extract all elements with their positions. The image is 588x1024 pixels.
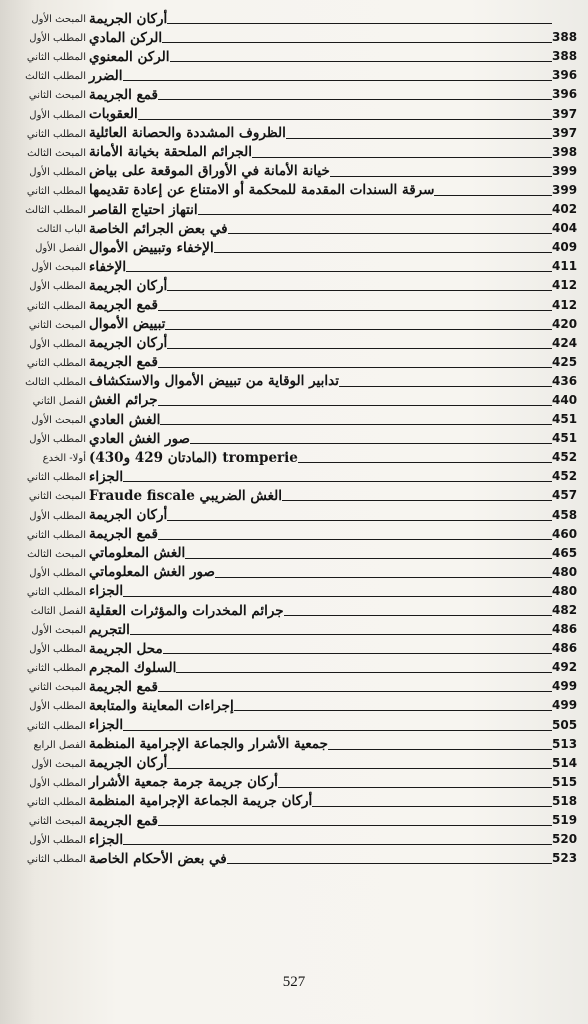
toc-entry bbox=[26, 103, 582, 122]
toc-entry-title: قمع الجريمة bbox=[89, 526, 158, 543]
toc-entry bbox=[26, 180, 582, 199]
toc-entry-page-number: 452 bbox=[552, 450, 578, 465]
toc-entry-title: أركان الجريمة bbox=[89, 277, 168, 294]
toc-entry-title: العقوبات bbox=[89, 106, 138, 123]
toc-entry-title: الإخفاء وتبييض الأموال bbox=[89, 239, 214, 256]
toc-entry-section-label: المبحث الأول bbox=[31, 625, 86, 637]
toc-entry bbox=[26, 161, 582, 180]
toc-leader-line bbox=[123, 596, 552, 597]
toc-entry bbox=[26, 657, 582, 676]
toc-entry-section-label: المبحث الثالث bbox=[27, 548, 86, 560]
toc-leader-line bbox=[185, 558, 552, 559]
toc-entry-page-number: 458 bbox=[552, 507, 578, 522]
toc-entry-section-label: المطلب الثاني bbox=[26, 796, 86, 808]
toc-entry-section-label: المطلب الثاني bbox=[26, 300, 86, 312]
toc-leader-line bbox=[163, 653, 552, 654]
toc-leader-line bbox=[162, 42, 552, 43]
toc-entry-title: الضرر bbox=[89, 67, 123, 84]
toc-entry-section-label: المبحث الأول bbox=[31, 758, 86, 770]
toc-entry-title: الجزاء bbox=[89, 468, 124, 485]
toc-entry-page-number: 399 bbox=[552, 163, 578, 178]
toc-entry-page-number: 465 bbox=[552, 545, 578, 560]
toc-entry-title: الجزاء bbox=[89, 583, 124, 600]
toc-entry-title: جمعية الأشرار والجماعة الإجرامية المنظمة bbox=[89, 736, 328, 753]
toc-entry-page-number: 396 bbox=[552, 87, 578, 102]
toc-entry-page-number: 404 bbox=[552, 221, 578, 236]
toc-entry-page-number: 452 bbox=[552, 469, 578, 484]
toc-entry-title: أركان جريمة جرمة جمعية الأشرار bbox=[89, 774, 278, 791]
toc-entry-page-number: 482 bbox=[552, 603, 578, 617]
toc-entry-title: الركن المادي bbox=[89, 29, 163, 46]
toc-entry-title: قمع الجريمة bbox=[89, 297, 158, 313]
toc-entry-page-number: 518 bbox=[552, 793, 578, 808]
toc-entry-page-number: 499 bbox=[552, 698, 578, 713]
toc-entry-page-number: 519 bbox=[552, 813, 578, 828]
toc-entry-title: انتهاز احتياج القاصر bbox=[89, 201, 198, 218]
toc-entry-title: أركان الجريمة bbox=[89, 507, 168, 524]
toc-entry-page-number: 451 bbox=[552, 431, 578, 446]
toc-entry-section-label: المطلب الأول bbox=[29, 510, 86, 522]
toc-entry-title: الركن المعنوي bbox=[89, 48, 170, 65]
toc-entry-page-number: 412 bbox=[552, 278, 578, 293]
toc-entry bbox=[26, 27, 582, 46]
toc-entry-title: أركان الجريمة bbox=[89, 335, 168, 352]
toc-entry-section-label: المطلب الثاني bbox=[26, 854, 86, 866]
toc-entry-section-label: المطلب الأول bbox=[29, 567, 86, 579]
toc-entry-section-label: المطلب الثاني bbox=[26, 52, 86, 64]
toc-leader-line bbox=[158, 99, 552, 100]
toc-entry-title: التجريم bbox=[89, 621, 130, 638]
toc-entry-title: إجراءات المعاينة والمتابعة bbox=[89, 697, 234, 714]
toc-entry-section-label: المطلب الثاني bbox=[26, 128, 86, 140]
toc-entry-page-number: 399 bbox=[552, 182, 578, 197]
toc-leader-line bbox=[214, 252, 552, 253]
toc-entry-page-number: 397 bbox=[552, 125, 578, 140]
toc-leader-line bbox=[328, 749, 552, 750]
toc-entry-title: الجزاء bbox=[89, 717, 124, 734]
toc-entry-section-label: المطلب الثاني bbox=[26, 586, 86, 598]
toc-entry bbox=[26, 619, 582, 638]
toc-leader-line bbox=[298, 462, 552, 463]
toc-leader-line bbox=[165, 329, 552, 330]
toc-entry-section-label: المطلب الأول bbox=[29, 166, 86, 178]
toc-entry bbox=[26, 638, 582, 657]
toc-entry bbox=[26, 84, 582, 103]
toc-entry-section-label: الفصل الثالث bbox=[30, 606, 86, 617]
toc-leader-line bbox=[123, 80, 552, 81]
toc-entry bbox=[26, 256, 582, 275]
toc-entry bbox=[26, 504, 582, 523]
toc-entry-page-number: 420 bbox=[552, 316, 578, 331]
toc-entry-section-label: المطلب الأول bbox=[29, 777, 86, 789]
toc-entry-section-label: المطلب الثاني bbox=[26, 357, 86, 369]
toc-entry-section-label: الفصل الأول bbox=[35, 243, 86, 255]
toc-entry-section-label: المطلب الثاني bbox=[26, 472, 86, 484]
toc-entry bbox=[26, 294, 582, 313]
toc-entry-section-label: الفصل الرابع bbox=[33, 739, 86, 751]
toc-leader-line bbox=[339, 386, 552, 387]
toc-leader-line bbox=[167, 23, 552, 24]
toc-entry-page-number: 492 bbox=[552, 660, 578, 675]
toc-entry bbox=[26, 829, 582, 848]
toc-leader-line bbox=[167, 520, 552, 521]
toc-entry bbox=[26, 8, 582, 27]
toc-entry bbox=[26, 848, 582, 867]
toc-entry-page-number: 480 bbox=[552, 564, 578, 579]
toc-entry-page-number: 397 bbox=[552, 106, 578, 121]
toc-entry-section-label: المبحث الثاني bbox=[28, 682, 86, 694]
toc-entry bbox=[26, 734, 582, 753]
toc-leader-line bbox=[190, 443, 552, 444]
page-number: 527 bbox=[282, 974, 306, 990]
toc-entry-title: محل الجريمة bbox=[89, 640, 163, 657]
toc-entry-section-label: المبحث الثاني bbox=[28, 491, 86, 503]
toc-leader-line bbox=[234, 710, 552, 711]
toc-leader-line bbox=[158, 825, 552, 826]
toc-entry-section-label: المبحث الثالث bbox=[27, 147, 86, 159]
toc-entry-page-number: 436 bbox=[552, 373, 578, 388]
toc-entry bbox=[26, 485, 582, 504]
toc-entry-title: tromperie (المادتان 429 و430) bbox=[89, 449, 298, 466]
toc-entry-title: تدابير الوقاية من تبييض الأموال والاستكشاف bbox=[89, 373, 339, 390]
toc-leader-line bbox=[252, 157, 552, 158]
toc-entry bbox=[26, 447, 582, 466]
toc-entry bbox=[26, 524, 582, 543]
toc-entry bbox=[26, 791, 582, 810]
toc-leader-line bbox=[167, 348, 552, 349]
toc-entry bbox=[26, 466, 582, 485]
toc-entry bbox=[26, 371, 582, 390]
toc-entry bbox=[26, 237, 582, 256]
toc-entry-section-label: المبحث الثاني bbox=[28, 319, 86, 331]
table-of-contents bbox=[26, 8, 582, 867]
toc-entry-title: سرقة السندات المقدمة للمحكمة أو الامتناع عن إعادة تقديمها bbox=[89, 182, 435, 199]
toc-entry bbox=[26, 543, 582, 562]
toc-entry-page-number: 451 bbox=[552, 412, 578, 427]
toc-entry-page-number: 486 bbox=[552, 622, 578, 637]
toc-entry-page-number: 398 bbox=[552, 144, 578, 159]
toc-entry bbox=[26, 275, 582, 294]
toc-entry-page-number: 424 bbox=[552, 335, 578, 350]
toc-entry bbox=[26, 428, 582, 447]
toc-leader-line bbox=[123, 730, 552, 731]
toc-leader-line bbox=[278, 787, 552, 788]
toc-entry-title: الإخفاء bbox=[89, 258, 127, 275]
toc-leader-line bbox=[126, 271, 552, 272]
toc-entry-section-label: المطلب الثاني bbox=[26, 529, 86, 541]
toc-entry-title: خيانة الأمانة في الأوراق الموقعة على بياض bbox=[89, 163, 330, 180]
toc-entry bbox=[26, 46, 582, 65]
toc-entry-title: صور الغش العادي bbox=[89, 430, 191, 447]
toc-entry-section-label: أولا- الخدع bbox=[42, 453, 86, 465]
toc-entry-section-label: المبحث الثاني bbox=[28, 90, 86, 102]
toc-entry-page-number: 457 bbox=[552, 488, 578, 503]
toc-leader-line bbox=[123, 481, 552, 482]
toc-leader-line bbox=[123, 844, 552, 845]
toc-entry bbox=[26, 562, 582, 581]
toc-entry bbox=[26, 352, 582, 371]
toc-entry-section-label: المطلب الثالث bbox=[25, 376, 86, 388]
toc-entry bbox=[26, 142, 582, 161]
toc-leader-line bbox=[138, 119, 552, 120]
toc-entry-title: الظروف المشددة والحصانة العائلية bbox=[89, 125, 286, 142]
toc-entry bbox=[26, 676, 582, 695]
toc-entry-page-number: 425 bbox=[552, 354, 578, 369]
toc-entry-title: السلوك المجرم bbox=[89, 659, 177, 676]
toc-entry-title: تبييض الأموال bbox=[89, 316, 166, 333]
toc-leader-line bbox=[227, 863, 552, 864]
toc-leader-line bbox=[282, 500, 552, 501]
toc-leader-line bbox=[160, 424, 552, 425]
toc-entry-page-number: 515 bbox=[552, 774, 578, 789]
toc-entry bbox=[26, 695, 582, 714]
toc-entry-section-label: المطلب الأول bbox=[29, 338, 86, 350]
toc-entry bbox=[26, 390, 582, 409]
toc-entry bbox=[26, 581, 582, 600]
toc-entry-section-label: المبحث الأول bbox=[31, 14, 86, 26]
toc-leader-line bbox=[198, 214, 552, 215]
toc-entry bbox=[26, 714, 582, 733]
toc-entry-title: الجزاء bbox=[89, 831, 124, 848]
toc-leader-line bbox=[215, 577, 552, 578]
toc-leader-line bbox=[158, 691, 552, 692]
toc-entry-section-label: المطلب الأول bbox=[29, 835, 86, 847]
toc-entry-section-label: المطلب الثاني bbox=[26, 720, 86, 732]
toc-entry-title: أركان الجريمة bbox=[89, 10, 168, 27]
toc-entry-section-label: المبحث الأول bbox=[31, 262, 86, 274]
toc-entry-section-label: المطلب الثالث bbox=[25, 71, 86, 83]
toc-entry bbox=[26, 333, 582, 352]
toc-entry-section-label: الفصل الثاني bbox=[32, 395, 86, 407]
toc-entry bbox=[26, 772, 582, 791]
toc-entry-title: صور الغش المعلوماتي bbox=[89, 564, 215, 581]
toc-entry bbox=[26, 600, 582, 619]
toc-entry-page-number: 396 bbox=[552, 68, 578, 83]
toc-entry-section-label: المطلب الثالث bbox=[25, 205, 86, 217]
toc-leader-line bbox=[130, 634, 552, 635]
toc-entry-page-number: 402 bbox=[552, 202, 578, 217]
toc-entry-title: قمع الجريمة bbox=[89, 678, 158, 695]
toc-entry-section-label: المطلب الثاني bbox=[26, 185, 86, 197]
toc-entry-title: قمع الجريمة bbox=[89, 354, 158, 371]
toc-entry-page-number: 523 bbox=[552, 851, 578, 866]
toc-leader-line bbox=[284, 615, 552, 616]
toc-entry bbox=[26, 314, 582, 333]
toc-entry-title: الغش العادي bbox=[89, 411, 161, 428]
toc-entry bbox=[26, 753, 582, 772]
toc-entry-page-number: 513 bbox=[552, 736, 578, 751]
toc-leader-line bbox=[158, 539, 552, 540]
toc-entry-page-number: 412 bbox=[552, 297, 578, 312]
toc-entry-section-label: الباب الثالث bbox=[36, 224, 86, 236]
toc-entry bbox=[26, 810, 582, 829]
toc-entry-page-number: 411 bbox=[552, 259, 578, 274]
toc-entry bbox=[26, 199, 582, 218]
toc-entry-section-label: المبحث الأول bbox=[31, 415, 86, 427]
toc-leader-line bbox=[158, 367, 552, 368]
toc-entry-title: جرائم المخدرات والمؤثرات العقلية bbox=[89, 602, 284, 619]
toc-entry-section-label: المطلب الأول bbox=[29, 281, 86, 293]
toc-leader-line bbox=[330, 176, 552, 177]
toc-leader-line bbox=[176, 672, 552, 673]
toc-entry-section-label: المطلب الأول bbox=[29, 644, 86, 656]
toc-entry-title: في بعض الجرائم الخاصة bbox=[89, 220, 228, 237]
toc-entry bbox=[26, 218, 582, 237]
toc-entry-title: الجرائم الملحقة بخيانة الأمانة bbox=[89, 144, 252, 161]
toc-entry-page-number: 505 bbox=[552, 717, 578, 732]
toc-entry-section-label: المطلب الثاني bbox=[26, 663, 86, 675]
toc-entry-section-label: المطلب الأول bbox=[29, 701, 86, 713]
toc-entry-page-number: 409 bbox=[552, 240, 578, 255]
toc-entry bbox=[26, 65, 582, 84]
toc-entry-page-number: 388 bbox=[552, 30, 578, 45]
toc-entry-title: الغش المعلوماتي bbox=[89, 545, 186, 562]
toc-entry-title: أركان جريمة الجماعة الإجرامية المنظمة bbox=[89, 793, 313, 810]
toc-leader-line bbox=[434, 195, 552, 196]
toc-leader-line bbox=[158, 310, 552, 311]
toc-leader-line bbox=[228, 233, 552, 234]
toc-entry-page-number: 388 bbox=[552, 49, 578, 64]
toc-leader-line bbox=[286, 138, 552, 139]
toc-entry-title: جرائم الغش bbox=[89, 392, 158, 409]
toc-entry bbox=[26, 409, 582, 428]
toc-entry-section-label: المبحث الثاني bbox=[28, 816, 86, 828]
toc-leader-line bbox=[312, 806, 552, 807]
toc-entry-page-number: 486 bbox=[552, 641, 578, 656]
toc-entry-section-label: المطلب الأول bbox=[29, 109, 86, 121]
toc-entry-page-number: 480 bbox=[552, 583, 578, 598]
toc-entry-title: أركان الجريمة bbox=[89, 755, 168, 772]
toc-leader-line bbox=[158, 405, 552, 406]
toc-entry-page-number: 460 bbox=[552, 526, 578, 541]
toc-entry-title: قمع الجريمة bbox=[89, 812, 158, 829]
toc-entry-section-label: المطلب الأول bbox=[29, 33, 86, 45]
toc-entry-title: قمع الجريمة bbox=[89, 86, 158, 103]
toc-entry-page-number: 440 bbox=[552, 392, 578, 407]
toc-entry-page-number: 520 bbox=[552, 832, 578, 847]
toc-leader-line bbox=[170, 61, 552, 62]
toc-entry-title: الغش الضريبي Fraude fiscale bbox=[89, 487, 282, 504]
toc-entry-title: في بعض الأحكام الخاصة bbox=[89, 850, 227, 867]
toc-entry bbox=[26, 123, 582, 142]
toc-leader-line bbox=[167, 768, 552, 769]
toc-entry-page-number: 499 bbox=[552, 679, 578, 694]
toc-entry-page-number: 514 bbox=[552, 755, 578, 770]
toc-entry-section-label: المطلب الأول bbox=[29, 434, 86, 446]
toc-leader-line bbox=[167, 290, 552, 291]
